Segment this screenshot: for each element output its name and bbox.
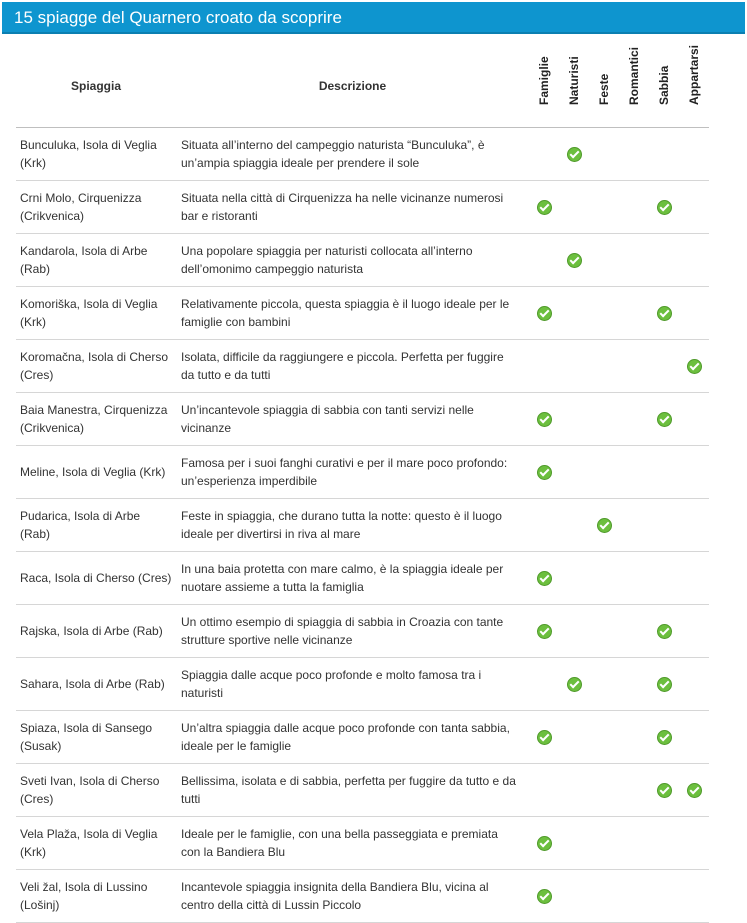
flag-cell: [619, 287, 649, 340]
header-label: Romantici: [627, 46, 641, 105]
flag-cell: [589, 552, 619, 605]
header-sabbia: [649, 45, 679, 128]
beach-name: Komoriška, Isola di Veglia (Krk): [16, 287, 176, 340]
flag-cell: [649, 605, 679, 658]
flag-cell: [529, 711, 559, 764]
flag-cell: [589, 817, 619, 870]
check-icon: [657, 783, 672, 798]
flag-cell: [559, 552, 589, 605]
flag-cell: [529, 340, 559, 393]
flag-cell: [619, 658, 649, 711]
header-label: Sabbia: [657, 65, 671, 105]
flag-cell: [529, 446, 559, 499]
flag-cell: [529, 870, 559, 923]
header-label: Feste: [597, 73, 611, 105]
check-icon: [687, 783, 702, 798]
flag-cell: [559, 658, 589, 711]
flag-cell: [619, 552, 649, 605]
flag-cell: [649, 552, 679, 605]
flag-cell: [649, 711, 679, 764]
header-romantici: [619, 45, 649, 128]
header-famiglie: [529, 45, 559, 128]
check-icon: [597, 518, 612, 533]
check-icon: [657, 624, 672, 639]
beach-description: Incantevole spiaggia insignita della Bandiera Blu, vicina al centro della città di Lussin Piccolo: [176, 870, 529, 923]
header-appartarsi: [679, 45, 709, 128]
flag-cell: [619, 234, 649, 287]
beach-description: Un’altra spiaggia dalle acque poco profonde con tanta sabbia, ideale per le famiglie: [176, 711, 529, 764]
flag-cell: [529, 499, 559, 552]
check-icon: [567, 253, 582, 268]
flag-cell: [679, 393, 709, 446]
beach-description: Ideale per le famiglie, con una bella passeggiata e premiata con la Bandiera Blu: [176, 817, 529, 870]
beach-description: Famosa per i suoi fanghi curativi e per il mare poco profondo: un’esperienza imperdibile: [176, 446, 529, 499]
beach-description: Feste in spiaggia, che durano tutta la notte: questo è il luogo ideale per divertirsi in riva al mare: [176, 499, 529, 552]
flag-cell: [559, 234, 589, 287]
flag-cell: [529, 817, 559, 870]
check-icon: [537, 412, 552, 427]
header-feste: [589, 45, 619, 128]
check-icon: [657, 730, 672, 745]
flag-cell: [649, 499, 679, 552]
flag-cell: [589, 711, 619, 764]
check-icon: [537, 730, 552, 745]
flag-cell: [679, 499, 709, 552]
beach-name: Veli žal, Isola di Lussino (Lošinj): [16, 870, 176, 923]
flag-cell: [559, 711, 589, 764]
beach-name: Spiaza, Isola di Sansego (Susak): [16, 711, 176, 764]
header-label: Naturisti: [567, 56, 581, 105]
flag-cell: [649, 870, 679, 923]
flag-cell: [619, 764, 649, 817]
table-row: [16, 340, 709, 393]
flag-cell: [679, 181, 709, 234]
table-body: [16, 128, 709, 923]
flag-cell: [559, 128, 589, 181]
check-icon: [687, 359, 702, 374]
beach-description: Bellissima, isolata e di sabbia, perfetta per fuggire da tutto e da tutti: [176, 764, 529, 817]
beach-name: Rajska, Isola di Arbe (Rab): [16, 605, 176, 658]
flag-cell: [649, 340, 679, 393]
beach-name: Crni Molo, Cirquenizza (Crikvenica): [16, 181, 176, 234]
flag-cell: [619, 605, 649, 658]
flag-cell: [589, 393, 619, 446]
flag-cell: [589, 605, 619, 658]
flag-cell: [679, 605, 709, 658]
flag-cell: [679, 287, 709, 340]
header-beach: Spiaggia: [16, 45, 176, 128]
flag-cell: [649, 817, 679, 870]
flag-cell: [559, 393, 589, 446]
header-naturisti: [559, 45, 589, 128]
flag-cell: [619, 817, 649, 870]
flag-cell: [649, 287, 679, 340]
flag-cell: [619, 711, 649, 764]
beach-name: Sahara, Isola di Arbe (Rab): [16, 658, 176, 711]
beach-description: Un’incantevole spiaggia di sabbia con tanti servizi nelle vicinanze: [176, 393, 529, 446]
check-icon: [657, 200, 672, 215]
beach-description: Situata all’interno del campeggio naturista “Bunculuka”, è un’ampia spiaggia ideale per prendere il sole: [176, 128, 529, 181]
flag-cell: [679, 711, 709, 764]
table-row: [16, 446, 709, 499]
flag-cell: [649, 128, 679, 181]
flag-cell: [589, 658, 619, 711]
check-icon: [537, 624, 552, 639]
flag-cell: [529, 658, 559, 711]
header-label: Famiglie: [537, 56, 551, 105]
beach-description: In una baia protetta con mare calmo, è la spiaggia ideale per nuotare assieme a tutta la famiglia: [176, 552, 529, 605]
beach-name: Bunculuka, Isola di Veglia (Krk): [16, 128, 176, 181]
flag-cell: [589, 287, 619, 340]
beach-name: Baia Manestra, Cirquenizza (Crikvenica): [16, 393, 176, 446]
flag-cell: [529, 287, 559, 340]
flag-cell: [559, 446, 589, 499]
beach-description: Relativamente piccola, questa spiaggia è il luogo ideale per le famiglie con bambini: [176, 287, 529, 340]
check-icon: [537, 306, 552, 321]
flag-cell: [649, 393, 679, 446]
flag-cell: [559, 287, 589, 340]
beach-description: Isolata, difficile da raggiungere e piccola. Perfetta per fuggire da tutto e da tutti: [176, 340, 529, 393]
beach-name: Sveti Ivan, Isola di Cherso (Cres): [16, 764, 176, 817]
check-icon: [657, 306, 672, 321]
table-row: [16, 605, 709, 658]
flag-cell: [589, 128, 619, 181]
flag-cell: [529, 128, 559, 181]
beach-name: Raca, Isola di Cherso (Cres): [16, 552, 176, 605]
check-icon: [537, 836, 552, 851]
table-row: [16, 128, 709, 181]
flag-cell: [589, 446, 619, 499]
table-row: [16, 870, 709, 923]
table-row: [16, 181, 709, 234]
beach-name: Vela Plaža, Isola di Veglia (Krk): [16, 817, 176, 870]
flag-cell: [679, 658, 709, 711]
flag-cell: [619, 393, 649, 446]
flag-cell: [679, 234, 709, 287]
table-row: [16, 234, 709, 287]
check-icon: [537, 571, 552, 586]
flag-cell: [619, 181, 649, 234]
flag-cell: [529, 181, 559, 234]
beach-description: Una popolare spiaggia per naturisti collocata all’interno dell’omonimo campeggio naturista: [176, 234, 529, 287]
flag-cell: [649, 658, 679, 711]
beach-description: Spiaggia dalle acque poco profonde e molto famosa tra i naturisti: [176, 658, 529, 711]
flag-cell: [649, 764, 679, 817]
flag-cell: [589, 181, 619, 234]
flag-cell: [529, 764, 559, 817]
flag-cell: [529, 605, 559, 658]
check-icon: [537, 889, 552, 904]
flag-cell: [679, 764, 709, 817]
table-row: [16, 552, 709, 605]
beach-name: Kandarola, Isola di Arbe (Rab): [16, 234, 176, 287]
table-row: [16, 287, 709, 340]
flag-cell: [679, 340, 709, 393]
flag-cell: [589, 870, 619, 923]
table-row: [16, 499, 709, 552]
flag-cell: [679, 870, 709, 923]
flag-cell: [559, 764, 589, 817]
flag-cell: [679, 128, 709, 181]
flag-cell: [619, 340, 649, 393]
beach-name: Meline, Isola di Veglia (Krk): [16, 446, 176, 499]
flag-cell: [589, 764, 619, 817]
header-description: Descrizione: [176, 45, 529, 128]
flag-cell: [559, 605, 589, 658]
beach-description: Situata nella città di Cirquenizza ha nelle vicinanze numerosi bar e ristoranti: [176, 181, 529, 234]
check-icon: [657, 412, 672, 427]
check-icon: [537, 200, 552, 215]
table-header-row: [16, 45, 709, 128]
table-row: [16, 764, 709, 817]
beach-name: Koromačna, Isola di Cherso (Cres): [16, 340, 176, 393]
table-row: [16, 711, 709, 764]
flag-cell: [679, 552, 709, 605]
beach-description: Un ottimo esempio di spiaggia di sabbia in Croazia con tante strutture sportive nelle vicinanze: [176, 605, 529, 658]
flag-cell: [529, 552, 559, 605]
page-title: 15 spiagge del Quarnero croato da scoprire: [14, 8, 342, 27]
flag-cell: [679, 446, 709, 499]
flag-cell: [679, 817, 709, 870]
title-bar: [2, 2, 745, 34]
beach-name: Pudarica, Isola di Arbe (Rab): [16, 499, 176, 552]
check-icon: [567, 147, 582, 162]
flag-cell: [529, 393, 559, 446]
check-icon: [567, 677, 582, 692]
check-icon: [657, 677, 672, 692]
flag-cell: [589, 234, 619, 287]
flag-cell: [559, 181, 589, 234]
flag-cell: [619, 870, 649, 923]
flag-cell: [619, 446, 649, 499]
flag-cell: [559, 340, 589, 393]
table-row: [16, 817, 709, 870]
table-row: [16, 393, 709, 446]
flag-cell: [559, 817, 589, 870]
flag-cell: [649, 234, 679, 287]
check-icon: [537, 465, 552, 480]
flag-cell: [559, 499, 589, 552]
flag-cell: [619, 128, 649, 181]
flag-cell: [559, 870, 589, 923]
table-row: [16, 658, 709, 711]
flag-cell: [619, 499, 649, 552]
flag-cell: [649, 446, 679, 499]
flag-cell: [529, 234, 559, 287]
beaches-table: [16, 45, 709, 923]
flag-cell: [589, 340, 619, 393]
header-label: Appartarsi: [687, 44, 701, 105]
flag-cell: [589, 499, 619, 552]
flag-cell: [649, 181, 679, 234]
